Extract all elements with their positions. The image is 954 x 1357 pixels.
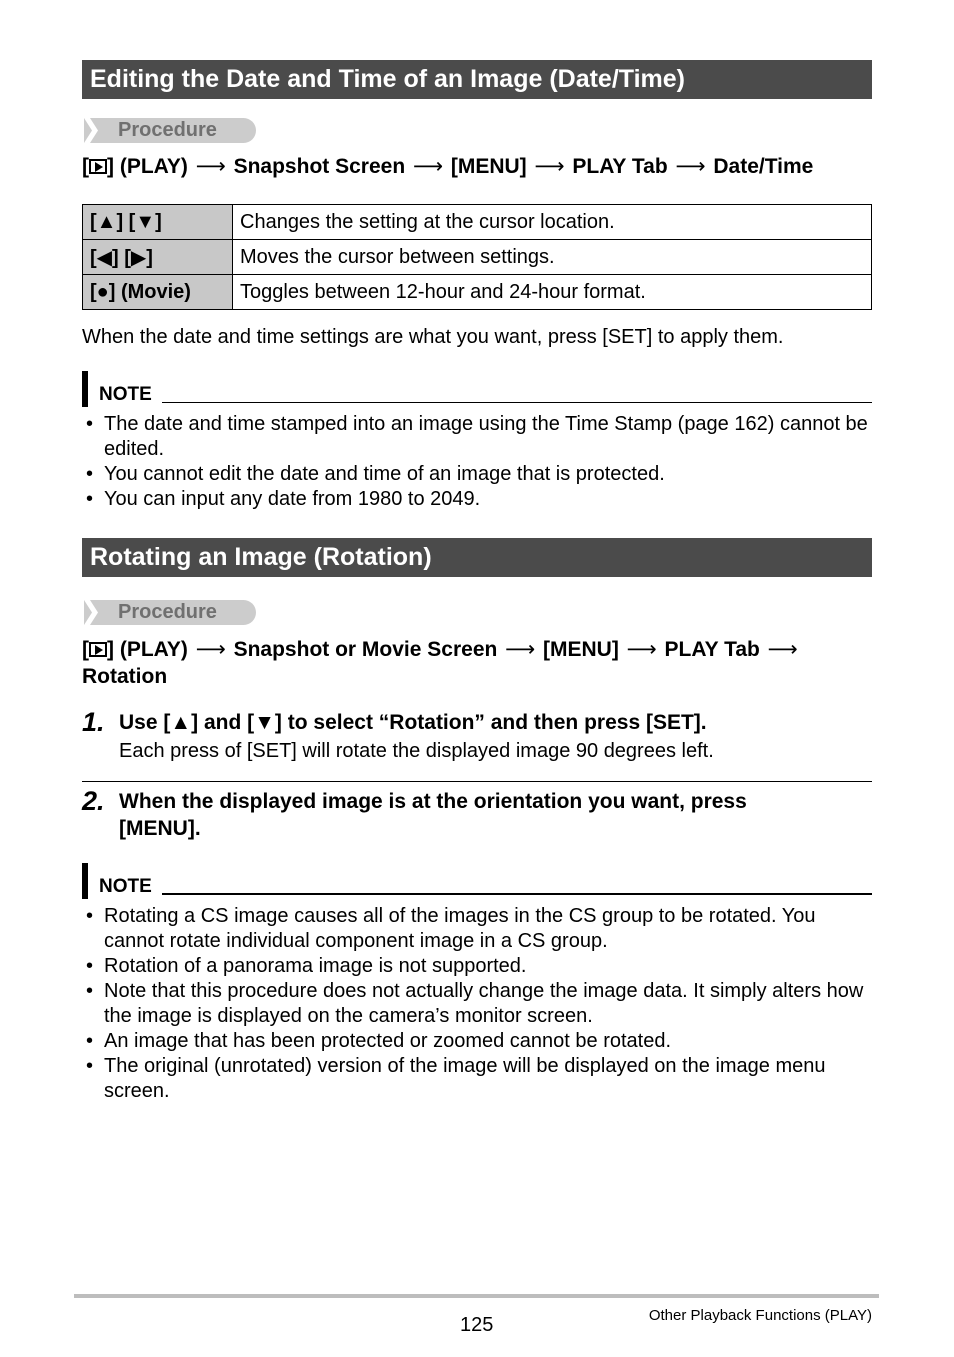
- table-key: [▲] [▼]: [83, 205, 233, 240]
- note-label: NOTE: [99, 384, 152, 405]
- step-divider: [82, 781, 872, 782]
- step-detail: Each press of [SET] will rotate the displayed image 90 degrees left.: [119, 740, 714, 762]
- arrow-icon: ⟶: [195, 638, 226, 661]
- table-row: [83, 205, 872, 240]
- arrow-icon: ⟶: [534, 155, 565, 178]
- chapter-title: Other Playback Functions (PLAY): [648, 1307, 872, 1324]
- note-bar: [82, 371, 88, 407]
- navigation-path: [ ] (PLAY) ⟶ Snapshot Screen ⟶ [MENU] ⟶ PLAY Tab ⟶ Date/Time: [82, 155, 814, 178]
- note-divider: [162, 893, 872, 895]
- list-item: • Rotating a CS image causes all of the images in the CS group to be rotated. You cannot rotate individual component image in a CS group.: [86, 905, 816, 952]
- path-step: PLAY Tab: [572, 155, 668, 178]
- page-number: 125: [460, 1314, 494, 1336]
- table-key: [◀] [▶]: [83, 240, 233, 275]
- table-desc: Changes the setting at the cursor location.: [233, 205, 872, 240]
- path-step: Rotation: [82, 665, 168, 688]
- step-number: 2.: [82, 786, 105, 816]
- list-item: • You can input any date from 1980 to 2049.: [86, 488, 481, 510]
- chevron-right-icon: [84, 118, 106, 143]
- operations-table: [82, 204, 872, 310]
- footer-divider: [74, 1294, 879, 1298]
- table-row: [83, 240, 872, 275]
- table-desc: Moves the cursor between settings.: [233, 240, 872, 275]
- path-step: [MENU]: [543, 638, 619, 661]
- note-list: [82, 412, 874, 512]
- apply-instruction: When the date and time settings are what you want, press [SET] to apply them.: [82, 326, 784, 348]
- procedure-badge: [84, 600, 256, 625]
- note-label: NOTE: [99, 876, 152, 897]
- arrow-icon: ⟶: [505, 638, 536, 661]
- section-title-date-time: Editing the Date and Time of an Image (Date/Time): [82, 60, 872, 99]
- table-desc: Toggles between 12-hour and 24-hour format.: [233, 275, 872, 310]
- note-header: [82, 371, 872, 407]
- step-instruction: When the displayed image is at the orientation you want, press [MENU].: [119, 790, 747, 840]
- arrow-icon: ⟶: [767, 638, 798, 661]
- procedure-label: Procedure: [118, 119, 217, 141]
- arrow-icon: ⟶: [195, 155, 226, 178]
- list-item: • Rotation of a panorama image is not supported.: [86, 955, 527, 977]
- path-step: [MENU]: [450, 155, 527, 178]
- note-divider: [162, 402, 872, 403]
- note-list: [82, 904, 874, 1104]
- table-key: [●] (Movie): [83, 275, 233, 310]
- procedure-badge: [84, 118, 256, 143]
- step-number: 1.: [82, 707, 105, 737]
- section-title-rotation: Rotating an Image (Rotation): [82, 538, 872, 577]
- arrow-icon: ⟶: [675, 155, 706, 178]
- chevron-right-icon: [84, 600, 106, 625]
- list-item: • An image that has been protected or zoomed cannot be rotated.: [86, 1030, 672, 1052]
- list-item: • You cannot edit the date and time of an image that is protected.: [86, 463, 665, 485]
- note-header: [82, 863, 872, 899]
- step-instruction: Use [▲] and [▼] to select “Rotation” and then press [SET].: [119, 711, 707, 734]
- path-step: Snapshot or Movie Screen: [233, 638, 498, 661]
- arrow-icon: ⟶: [412, 155, 444, 178]
- path-step: Snapshot Screen: [233, 155, 406, 178]
- path-step: PLAY Tab: [664, 638, 760, 661]
- play-icon: [89, 642, 107, 657]
- list-item: • The date and time stamped into an image using the Time Stamp (page 162) cannot be edited.: [86, 413, 868, 460]
- arrow-icon: ⟶: [626, 638, 657, 661]
- procedure-label: Procedure: [118, 601, 217, 623]
- path-step: Date/Time: [713, 155, 814, 178]
- list-item: • Note that this procedure does not actually change the image data. It simply alters how the image is displayed on the camera’s monitor screen.: [86, 980, 864, 1027]
- list-item: • The original (unrotated) version of the image will be displayed on the image menu screen.: [86, 1055, 826, 1102]
- note-bar: [82, 863, 88, 899]
- table-row: [83, 275, 872, 310]
- play-icon: [89, 159, 107, 174]
- navigation-path: [ ] (PLAY) ⟶ Snapshot or Movie Screen ⟶ [MENU] ⟶ PLAY Tab ⟶ Rotation: [82, 638, 798, 688]
